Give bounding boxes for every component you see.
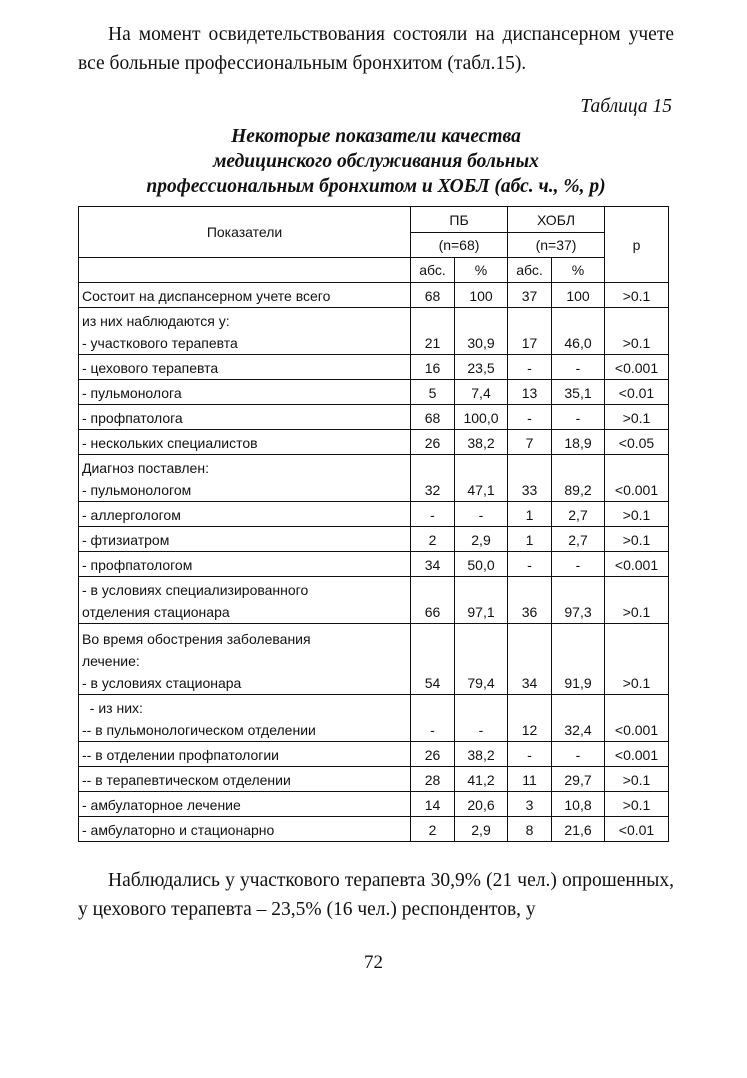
copd-pct-cell-value: 18,9 [564,435,592,451]
row-indicator-line: - аллергологом [82,507,181,523]
pb-pct-cell-value: 79,4 [467,675,495,691]
row-indicator-line: лечение: [82,653,140,669]
pb-pct-cell-value: - [478,507,484,523]
row-indicator [79,695,411,742]
copd-pct-cell-value: 32,4 [564,722,592,738]
copd-abs-cell [508,767,552,792]
table-row [79,552,669,577]
pb-abs-cell-value: - [430,507,435,523]
pb-abs-cell-value: 16 [424,360,441,376]
copd-pct-cell [552,283,605,308]
copd-pct-cell [552,527,605,552]
copd-abs-cell [508,817,552,842]
row-indicator-line: - фтизиатром [82,532,170,548]
page-number: 72 [364,952,383,973]
pb-pct-cell-value: 50,0 [467,557,495,573]
table-title-line: Некоторые показатели качества [231,126,521,147]
copd-abs-cell-value: - [527,360,532,376]
pb-abs-cell [411,552,455,577]
table-row [79,502,669,527]
table-row [79,792,669,817]
p-value-cell-value: >0.1 [622,335,651,351]
pb-abs-cell [411,695,455,742]
pb-pct-cell [455,455,508,502]
header-p: р [605,207,669,283]
table-row [79,742,669,767]
table-row [79,767,669,792]
pb-pct-cell [455,283,508,308]
pb-abs-cell-value: 28 [424,772,441,788]
pb-pct-cell-value: 100,0 [463,410,499,426]
table-row [79,455,669,502]
copd-pct-cell-value: 10,8 [564,797,592,813]
row-indicator [79,455,411,502]
copd-abs-cell-value: 12 [521,722,538,738]
table-row [79,405,669,430]
pb-pct-cell-value: 41,2 [467,772,495,788]
p-value-cell [605,695,669,742]
copd-abs-cell [508,502,552,527]
copd-abs-cell [508,742,552,767]
pb-abs-cell-value: - [430,722,435,738]
pb-abs-cell [411,792,455,817]
pb-pct-cell-value: 47,1 [467,482,495,498]
pb-abs-cell [411,502,455,527]
copd-pct-cell [552,695,605,742]
row-indicator [79,624,411,695]
row-indicator-line: -- в отделении профпатологии [82,747,279,763]
row-indicator-line: - в условиях специализированного [82,582,309,598]
pb-pct-cell [455,527,508,552]
pb-abs-cell-value: 14 [424,797,441,813]
copd-pct-cell [552,405,605,430]
pb-pct-cell [455,792,508,817]
header-indicators: Показатели [79,207,411,258]
row-indicator [79,283,411,308]
row-indicator [79,502,411,527]
row-indicator-line: - в условиях стационара [82,675,242,691]
table-row [79,283,669,308]
pb-pct-cell [455,817,508,842]
row-indicator-line: - нескольких специалистов [82,435,258,451]
copd-pct-cell [552,502,605,527]
copd-pct-cell-value: - [575,410,581,426]
p-value-cell [605,308,669,355]
row-indicator-line: Во время обострения заболевания [82,631,311,647]
pb-abs-cell [411,308,455,355]
pb-abs-cell-value: 26 [424,435,441,451]
pb-pct-cell [455,380,508,405]
p-value-cell [605,405,669,430]
row-indicator-line: - пульмонологом [82,482,192,498]
row-indicator-line: из них наблюдаются у: [82,313,230,329]
header-copd-n: (n=37) [508,233,605,258]
row-indicator-line: - из них: [82,700,143,716]
copd-abs-cell [508,405,552,430]
p-value-cell [605,502,669,527]
row-indicator [79,527,411,552]
row-indicator [79,355,411,380]
pb-pct-cell-value: 2,9 [471,822,491,838]
header-pb-n: (n=68) [411,233,508,258]
pb-abs-cell-value: 5 [428,385,437,401]
pb-abs-cell-value: 32 [424,482,441,498]
pb-abs-cell [411,455,455,502]
copd-pct-cell [552,742,605,767]
copd-abs-cell-value: - [527,557,532,573]
copd-pct-cell-value: 89,2 [564,482,592,498]
header-copd-pct: % [552,258,605,283]
copd-pct-cell-value: 100 [566,288,590,304]
pb-abs-cell [411,767,455,792]
copd-abs-cell-value: 34 [521,675,538,691]
copd-abs-cell-value: 3 [525,797,534,813]
pb-pct-cell [455,405,508,430]
p-value-cell [605,817,669,842]
copd-abs-cell [508,792,552,817]
p-value-cell-value: >0.1 [622,410,651,426]
copd-abs-cell-value: 1 [525,532,534,548]
copd-abs-cell [508,308,552,355]
row-indicator-line: Состоит на диспансерном учете всего [82,288,331,304]
copd-abs-cell-value: - [527,747,532,763]
row-indicator-line: - цехового терапевта [82,360,219,376]
p-value-cell-value: <0.001 [614,557,659,573]
copd-abs-cell [508,624,552,695]
p-value-cell-value: <0.001 [614,722,659,738]
copd-pct-cell [552,767,605,792]
table-title [78,124,674,199]
table-body [79,283,669,842]
p-value-cell [605,792,669,817]
pb-pct-cell [455,767,508,792]
pb-pct-cell-value: 97,1 [467,604,495,620]
pb-pct-cell-value: 23,5 [467,360,495,376]
row-indicator-line: - профпатолога [82,410,183,426]
row-indicator [79,308,411,355]
header-empty-cell [79,258,411,283]
pb-abs-cell [411,624,455,695]
copd-abs-cell-value: 1 [525,507,534,523]
copd-pct-cell-value: 2,7 [568,532,588,548]
copd-pct-cell [552,792,605,817]
copd-pct-cell-value: 29,7 [564,772,592,788]
copd-pct-cell [552,308,605,355]
pb-pct-cell-value: 7,4 [471,385,491,401]
copd-pct-cell [552,577,605,624]
outro-paragraph [78,866,674,924]
pb-pct-cell [455,577,508,624]
pb-abs-cell [411,405,455,430]
pb-abs-cell [411,817,455,842]
header-copd: ХОБЛ [508,207,605,233]
row-indicator-line: -- в терапевтическом отделении [82,772,291,788]
copd-pct-cell [552,455,605,502]
p-value-cell [605,624,669,695]
copd-abs-cell [508,527,552,552]
pb-pct-cell [455,355,508,380]
pb-abs-cell [411,283,455,308]
header-pb-pct: % [455,258,508,283]
row-indicator [79,817,411,842]
p-value-cell [605,767,669,792]
p-value-cell [605,455,669,502]
row-indicator [79,430,411,455]
copd-abs-cell [508,577,552,624]
copd-abs-cell [508,455,552,502]
p-value-cell [605,742,669,767]
row-indicator-line: - пульмонолога [82,385,182,401]
copd-abs-cell-value: 36 [521,604,538,620]
p-value-cell-value: >0.1 [622,675,651,691]
p-value-cell [605,430,669,455]
table-title-line: профессиональным бронхитом и ХОБЛ (абс. ч., %, р) [146,176,606,197]
outro-text: Наблюдались у участкового терапевта 30,9% (21 чел.) опрошенных, у цехового терапевта – 23,5% (16 чел.) респондентов, у [78,870,674,920]
table-row [79,430,669,455]
table-row [79,355,669,380]
copd-abs-cell-value: - [527,410,532,426]
data-table [78,206,669,842]
p-value-cell-value: >0.1 [622,772,651,788]
copd-pct-cell-value: 2,7 [568,507,588,523]
row-indicator-line: отделения стационара [82,604,230,620]
p-value-cell-value: <0.01 [618,822,655,838]
row-indicator [79,577,411,624]
pb-pct-cell-value: - [478,722,484,738]
row-indicator-line: - участкового терапевта [82,335,238,351]
pb-abs-cell-value: 54 [424,675,441,691]
row-indicator [79,405,411,430]
pb-abs-cell-value: 68 [424,288,441,304]
pb-pct-cell [455,552,508,577]
copd-abs-cell [508,355,552,380]
p-value-cell [605,380,669,405]
copd-abs-cell-value: 37 [521,288,538,304]
p-value-cell-value: <0.001 [614,482,659,498]
pb-abs-cell [411,380,455,405]
pb-pct-cell [455,695,508,742]
table-row [79,817,669,842]
table-row [79,577,669,624]
p-value-cell-value: >0.1 [622,797,651,813]
p-value-cell-value: <0.05 [618,435,655,451]
p-value-cell [605,355,669,380]
copd-pct-cell [552,624,605,695]
row-indicator [79,792,411,817]
row-indicator [79,552,411,577]
copd-pct-cell [552,817,605,842]
row-indicator-line: - амбулаторно и стационарно [82,822,275,838]
pb-pct-cell-value: 38,2 [467,435,495,451]
pb-pct-cell [455,308,508,355]
pb-abs-cell [411,527,455,552]
header-pb-abs: абс. [411,258,455,283]
copd-pct-cell [552,355,605,380]
copd-pct-cell-value: - [575,747,581,763]
p-value-cell-value: >0.1 [622,507,651,523]
p-value-cell [605,527,669,552]
p-value-cell-value: <0.001 [614,360,659,376]
pb-pct-cell [455,502,508,527]
pb-abs-cell-value: 66 [424,604,441,620]
copd-abs-cell [508,430,552,455]
pb-abs-cell [411,577,455,624]
copd-pct-cell-value: 35,1 [564,385,592,401]
table-label: Таблица 15 [580,96,672,117]
copd-abs-cell [508,552,552,577]
row-indicator [79,767,411,792]
copd-pct-cell-value: - [575,557,581,573]
copd-pct-cell [552,380,605,405]
pb-abs-cell-value: 26 [424,747,441,763]
pb-pct-cell-value: 30,9 [467,335,495,351]
intro-text: На момент освидетельствования состояли на диспансерном учете все больные профессиональным бронхитом (табл.15). [78,24,674,74]
pb-pct-cell-value: 20,6 [467,797,495,813]
pb-pct-cell-value: 100 [469,288,493,304]
row-indicator-line: -- в пульмонологическом отделении [82,722,316,738]
p-value-cell [605,577,669,624]
row-indicator-line: - амбулаторное лечение [82,797,241,813]
copd-abs-cell [508,695,552,742]
pb-abs-cell-value: 2 [428,532,437,548]
p-value-cell-value: >0.1 [622,604,651,620]
p-value-cell [605,283,669,308]
pb-abs-cell-value: 21 [424,335,441,351]
pb-pct-cell [455,430,508,455]
copd-pct-cell [552,430,605,455]
p-value-cell-value: >0.1 [622,532,651,548]
copd-abs-cell-value: 7 [525,435,534,451]
pb-abs-cell-value: 2 [428,822,437,838]
row-indicator [79,742,411,767]
intro-paragraph [78,20,674,78]
table-row [79,380,669,405]
header-pb: ПБ [411,207,508,233]
pb-pct-cell-value: 2,9 [471,532,491,548]
copd-abs-cell [508,283,552,308]
p-value-cell [605,552,669,577]
row-indicator-line: Диагноз поставлен: [82,460,209,476]
copd-abs-cell-value: 8 [525,822,534,838]
p-value-cell-value: <0.001 [614,747,659,763]
table-row [79,624,669,695]
copd-pct-cell-value: 91,9 [564,675,592,691]
copd-pct-cell-value: 97,3 [564,604,592,620]
table-row [79,308,669,355]
pb-abs-cell-value: 34 [424,557,441,573]
copd-abs-cell-value: 17 [521,335,538,351]
copd-abs-cell-value: 33 [521,482,538,498]
p-value-cell-value: >0.1 [622,288,651,304]
copd-pct-cell-value: - [575,360,581,376]
pb-abs-cell [411,430,455,455]
copd-pct-cell-value: 21,6 [564,822,592,838]
row-indicator [79,380,411,405]
pb-abs-cell [411,742,455,767]
table-row [79,527,669,552]
pb-pct-cell [455,624,508,695]
row-indicator-line: - профпатологом [82,557,193,573]
copd-pct-cell [552,552,605,577]
copd-pct-cell-value: 46,0 [564,335,592,351]
p-value-cell-value: <0.01 [618,385,655,401]
pb-pct-cell [455,742,508,767]
copd-abs-cell-value: 13 [521,385,538,401]
pb-abs-cell-value: 68 [424,410,441,426]
copd-abs-cell-value: 11 [522,772,537,788]
table-row [79,695,669,742]
header-copd-abs: абс. [508,258,552,283]
table-title-line: медицинского обслуживания больных [213,151,539,172]
pb-abs-cell [411,355,455,380]
copd-abs-cell [508,380,552,405]
pb-pct-cell-value: 38,2 [467,747,495,763]
